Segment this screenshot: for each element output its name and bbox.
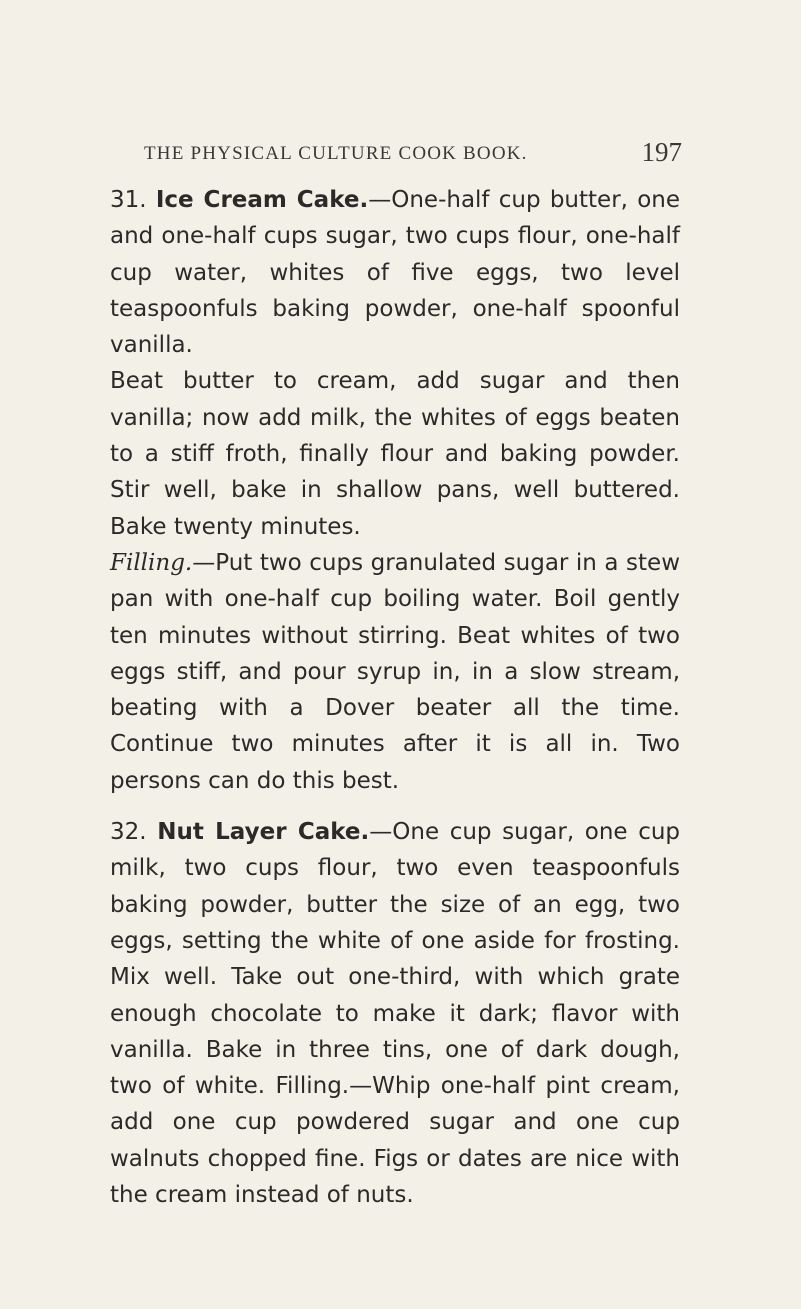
recipe-body-text: —One cup sugar, one cup milk, two cups flour, two even teaspoonfuls baking powder, butter the size of an egg, two eggs, setting the white of one aside for frosting. Mix well. Take out one-third, with which grate enough chocolate to make it dark; flavor with vanilla. Bake in three tins, one of dark dough, two of white. Filling.—Whip one-half pint cream, add one cup powdered sugar and one cup walnuts chopped fine. Figs or dates are nice with the cream instead of nuts. <box>110 819 681 1209</box>
recipe-number: 32. <box>110 819 147 846</box>
recipe-nut-layer-cake <box>110 814 680 1213</box>
recipe-title: Nut Layer Cake. <box>157 819 370 846</box>
filling-label: Filling. <box>110 549 193 576</box>
page-body <box>110 182 680 1213</box>
recipe-ingredients <box>110 182 680 363</box>
filling-text: —Put two cups granulated sugar in a stew pan with one-half cup boiling water. Boil gently ten minutes without stirring. Beat whites of two eggs stiff, and pour syrup in, in a slow stream, beating with a Dover beater all the time. Continue two minutes after it is all in. Two persons can do this best. <box>110 549 680 794</box>
recipe-body <box>110 814 680 1213</box>
recipe-number: 31. <box>110 187 147 213</box>
recipe-ingredients-text: —One-half cup butter, one and one-half cups sugar, two cups flour, one-half cup water, whites of five eggs, two level teaspoonfuls baking powder, one-half spoonful vanilla. <box>110 187 681 359</box>
page-number: 197 <box>641 137 682 167</box>
recipe-ice-cream-cake <box>110 182 680 799</box>
running-head <box>144 137 682 170</box>
running-title: THE PHYSICAL CULTURE COOK BOOK. <box>144 143 528 164</box>
recipe-filling <box>110 545 680 799</box>
recipe-title: Ice Cream Cake. <box>155 187 369 213</box>
recipe-method: Beat butter to cream, add sugar and then vanilla; now add milk, the whites of eggs beaten to a stiff froth, finally flour and baking powder. Stir well, bake in shallow pans, well buttered. Bake twenty minutes. <box>110 368 680 540</box>
